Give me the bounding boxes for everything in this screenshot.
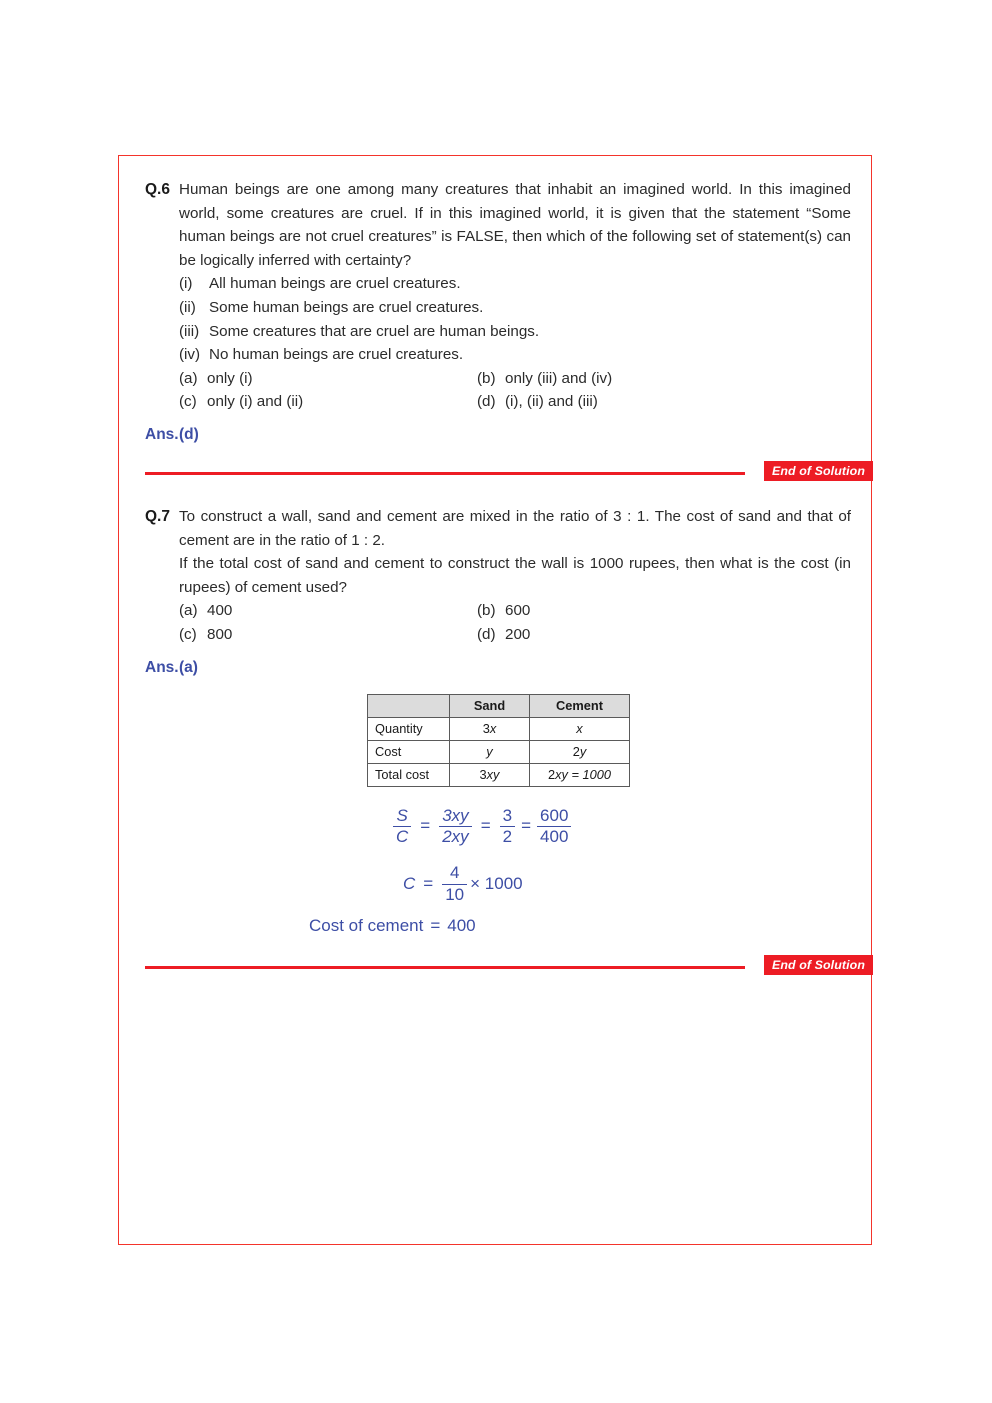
fraction-numerator: 3xy <box>442 805 469 825</box>
cell-variable: xy <box>486 767 500 782</box>
statement-text: Some creatures that are cruel are human beings. <box>209 322 540 340</box>
answer-value: (d) <box>179 425 199 443</box>
fraction-4-over-10 <box>442 864 467 904</box>
statement-item <box>179 320 851 344</box>
question-number-q6: Q.6 <box>145 181 170 198</box>
option-q6-c[interactable] <box>179 390 477 414</box>
fraction-s-over-c <box>393 807 411 847</box>
option-q7-a[interactable] <box>179 599 477 623</box>
answer-label: Ans. <box>145 658 179 676</box>
statement-text: No human beings are cruel creatures. <box>209 346 464 364</box>
answer-label: Ans. <box>145 425 179 443</box>
option-label: (b) <box>477 602 496 620</box>
cell-variable: y <box>579 744 587 759</box>
fraction-3xy-over-2xy <box>439 807 471 847</box>
table-header-cement: Cement <box>530 694 630 717</box>
fraction-numerator: 4 <box>449 863 460 883</box>
fraction-denominator: 2xy <box>439 826 471 846</box>
question-q6-statements-row <box>119 272 873 366</box>
question-block-q6 <box>119 156 873 485</box>
answer-value: (a) <box>179 658 198 676</box>
separator-rule <box>145 472 745 475</box>
solution-equation-1 <box>119 807 873 847</box>
option-q7-d[interactable] <box>477 623 851 647</box>
statement-marker: (iv) <box>179 346 201 364</box>
fraction-denominator: C <box>393 826 411 846</box>
option-value: only (iii) and (iv) <box>505 369 613 387</box>
solution-table <box>367 694 630 787</box>
question-q6-paragraph-1: Human beings are one among many creatures that inhabit an imagined world. In this imagined world, some creatures are cruel. If in this imagined world, it is given that the statement “Some human beings are not cruel creatures” is FALSE, then which of the following set of statement(s) can be logically inferred with certainty? <box>179 181 851 269</box>
fraction-numerator: S <box>396 805 408 825</box>
end-of-solution-q7 <box>119 955 873 979</box>
option-label: (d) <box>477 625 496 643</box>
statement-marker: (i) <box>179 275 193 293</box>
fraction-denominator: 2 <box>500 826 515 846</box>
table-row <box>368 763 630 786</box>
cell-coefficient: 2 <box>572 744 580 759</box>
table-row <box>368 740 630 763</box>
fraction-denominator: 400 <box>537 826 571 846</box>
equals-sign: = <box>521 816 532 836</box>
question-text-q6 <box>179 178 873 272</box>
table-cell-sand <box>450 763 530 786</box>
option-value: only (i) <box>207 369 253 387</box>
option-q6-b[interactable] <box>477 367 851 391</box>
solution-equation-3 <box>119 916 873 936</box>
option-value: only (i) and (ii) <box>207 393 304 411</box>
cell-variable: x <box>489 721 497 736</box>
equals-sign: = <box>480 816 491 836</box>
fraction-600-over-400 <box>537 807 571 847</box>
fraction-numerator: 3 <box>502 805 513 825</box>
multiply-term: × 1000 <box>470 874 523 894</box>
question-q7-paragraph-2: If the total cost of sand and cement to construct the wall is 1000 rupees, then what is the cost (in rupees) of cement used? <box>179 555 851 596</box>
table-cell-cement <box>530 717 630 740</box>
answer-row-q6 <box>119 426 873 444</box>
option-q7-c[interactable] <box>179 623 477 647</box>
statement-text: Some human beings are cruel creatures. <box>209 298 484 316</box>
table-header-blank <box>368 694 450 717</box>
option-list-q6 <box>179 367 873 414</box>
cell-coefficient: 3 <box>482 721 490 736</box>
fraction-3-over-2 <box>500 807 515 847</box>
option-list-q7 <box>179 599 873 646</box>
separator-rule <box>145 966 745 969</box>
equals-sign: = <box>423 874 434 894</box>
option-value: 600 <box>505 602 531 620</box>
table-header-row <box>368 694 630 717</box>
option-label: (a) <box>179 369 198 387</box>
table-row <box>368 717 630 740</box>
option-label: (a) <box>179 602 198 620</box>
question-block-q7 <box>119 485 873 979</box>
statement-item <box>179 272 851 296</box>
table-cell-row-label: Cost <box>368 740 450 763</box>
question-q7-options-row <box>119 599 873 646</box>
statement-list-q6 <box>179 272 873 366</box>
question-q6-header-row <box>119 178 873 272</box>
cost-of-cement-label: Cost of cement <box>309 915 424 935</box>
option-value: 800 <box>207 625 233 643</box>
option-value: 200 <box>505 625 531 643</box>
option-q6-d[interactable] <box>477 390 851 414</box>
table-cell-cement <box>530 763 630 786</box>
fraction-denominator: 10 <box>442 884 467 904</box>
option-value: (i), (ii) and (iii) <box>505 393 598 411</box>
table-header-sand: Sand <box>450 694 530 717</box>
table-cell-sand <box>450 740 530 763</box>
question-q6-options-row <box>119 367 873 414</box>
option-label: (b) <box>477 369 496 387</box>
table-cell-row-label: Quantity <box>368 717 450 740</box>
cell-variable: y <box>486 744 493 759</box>
option-value: 400 <box>207 602 233 620</box>
table-cell-sand <box>450 717 530 740</box>
option-q6-a[interactable] <box>179 367 477 391</box>
option-label: (c) <box>179 625 197 643</box>
end-of-solution-badge: End of Solution <box>764 955 873 975</box>
statement-marker: (ii) <box>179 298 196 316</box>
answer-row-q7 <box>119 659 873 677</box>
question-number-q7: Q.7 <box>145 507 170 525</box>
cell-coefficient: 2 <box>548 767 556 782</box>
question-text-q7 <box>179 505 873 599</box>
page-content <box>119 156 873 979</box>
fraction-numerator: 600 <box>540 805 569 825</box>
cost-of-cement-value: 400 <box>447 915 476 935</box>
equals-sign: = <box>420 816 431 836</box>
end-of-solution-q6 <box>119 461 873 485</box>
statement-marker: (iii) <box>179 322 200 340</box>
cell-coefficient: 3 <box>479 767 487 782</box>
statement-item <box>179 343 851 367</box>
option-q7-b[interactable] <box>477 599 851 623</box>
statement-item <box>179 296 851 320</box>
solution-equation-2 <box>119 864 873 904</box>
option-label: (d) <box>477 393 496 411</box>
variable-c: C <box>403 874 416 894</box>
cell-variable: x <box>576 721 583 736</box>
statement-text: All human beings are cruel creatures. <box>209 275 461 293</box>
table-cell-cement <box>530 740 630 763</box>
end-of-solution-badge: End of Solution <box>764 461 873 481</box>
question-q7-header-row <box>119 505 873 599</box>
solution-table-wrapper <box>119 694 873 787</box>
table-cell-row-label: Total cost <box>368 763 450 786</box>
page-border-frame <box>118 155 872 1245</box>
equals-sign: = <box>430 915 441 935</box>
option-label: (c) <box>179 393 197 411</box>
question-q7-paragraph-1: To construct a wall, sand and cement are mixed in the ratio of 3 : 1. The cost of sand and that of cement are in the ratio of 1 : 2. <box>179 507 851 549</box>
cell-variable: xy = 1000 <box>555 767 611 782</box>
